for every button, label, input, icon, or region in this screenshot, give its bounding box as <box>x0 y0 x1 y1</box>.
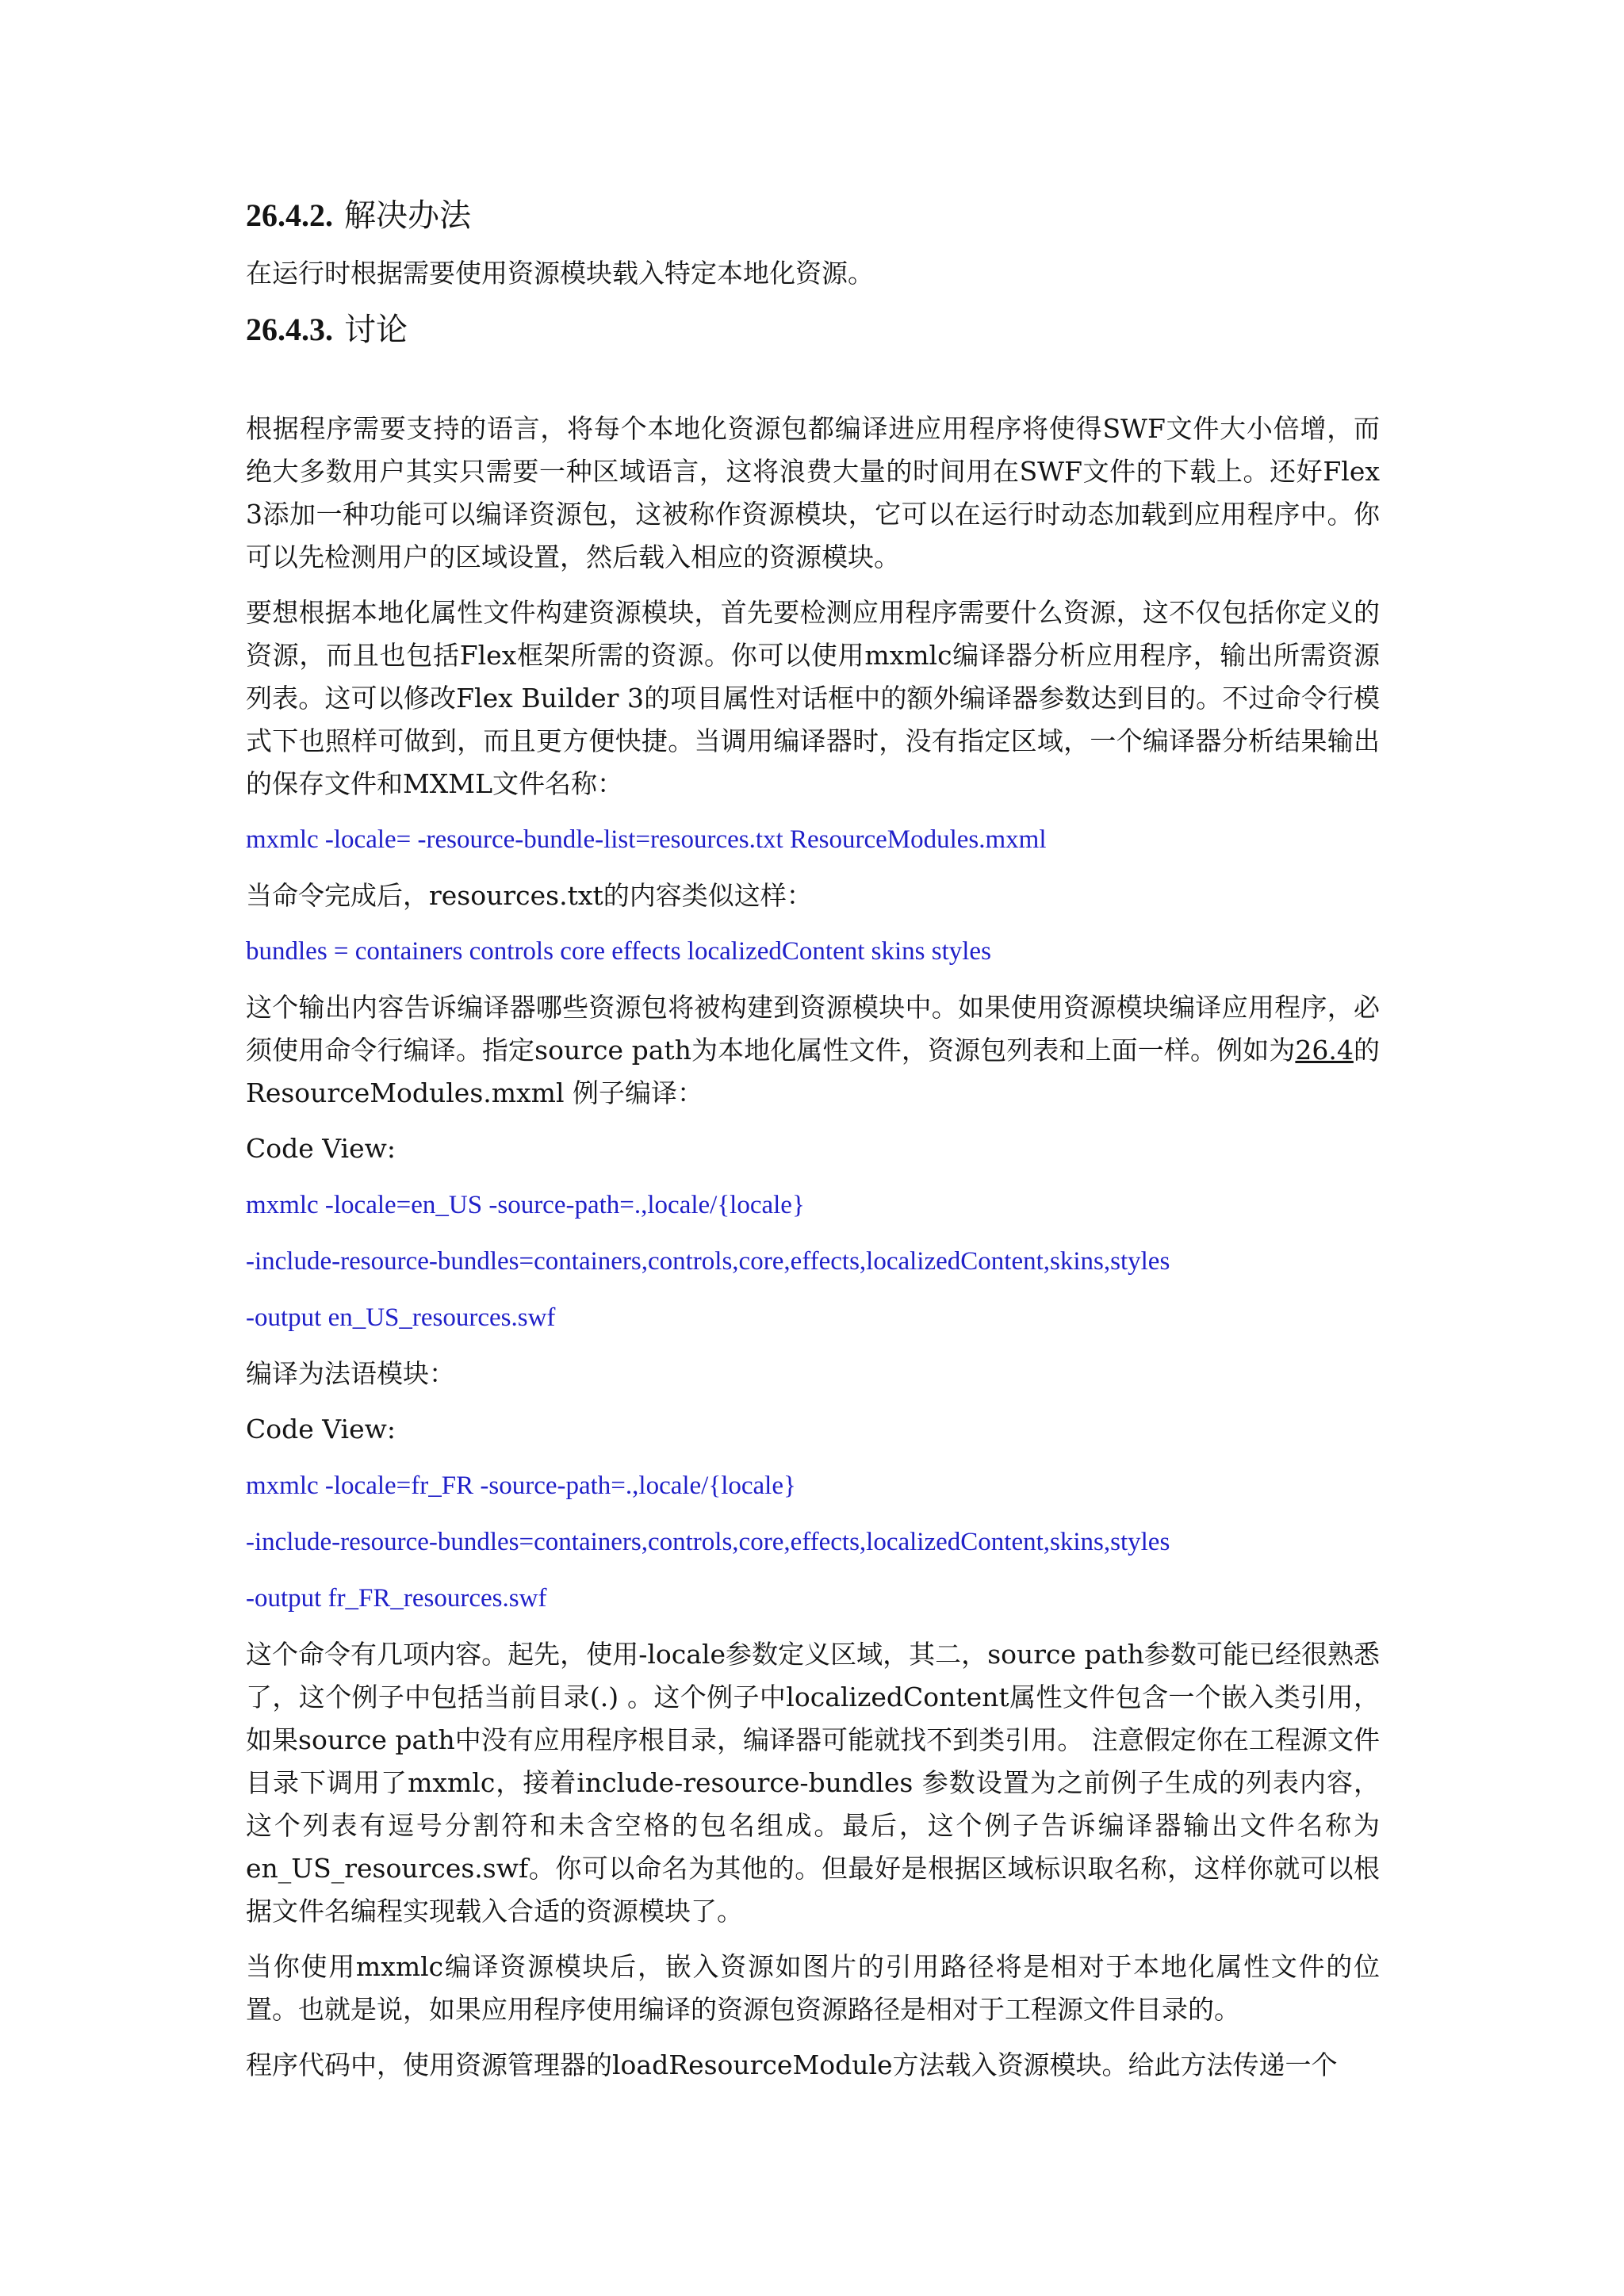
paragraph-intro: 根据程序需要支持的语言，将每个本地化资源包都编译进应用程序将使得SWF文件大小倍增，而绝大多数用户其实只需要一种区域语言，这将浪费大量的时间用在SWF文件的下载上。还好Flex 3添加一种功能可以编译资源包，这被称作资源模块，它可以在运行时动态加载到应用程序中。你可以先检测用户的区域设置，然后载入相应的资源模块。 <box>246 413 1380 572</box>
paragraph-embedded-paths: 当你使用mxmlc编译资源模块后，嵌入资源如图片的引用路径将是相对于本地化属性文件的位置。也就是说，如果应用程序使用编译的资源包资源路径是相对于工程源文件目录的。 <box>246 1951 1380 2025</box>
paragraph-load-resource-module: 程序代码中，使用资源管理器的loadResourceModule方法载入资源模块。给此方法传递一个 <box>246 2049 1338 2080</box>
section-heading-discussion <box>246 308 1380 352</box>
code-line: -include-resource-bundles=containers,controls,core,effects,localizedContent,skins,styles <box>246 1528 1170 1556</box>
code-line: mxmlc -locale=en_US -source-path=.,locale/{locale} <box>246 1191 805 1219</box>
paragraph-command-explanation: 这个命令有几项内容。起先，使用-locale参数定义区域，其二，source path参数可能已经很熟悉了，这个例子中包括当前目录(.) 。这个例子中localizedContent属性文件包含一个嵌入类引用，如果source path中没有应用程序根目录，编译器可能就找不到类引用。 注意假定你在工程源文件目录下调用了mxmlc，接着include-resource-bundles 参数设置为之前例子生成的列表内容，这个列表有逗号分割符和未含空格的包名组成。最后，这个例子告诉编译器输出文件名称为en_US_resources.swf。你可以命名为其他的。但最好是根据区域标识取名称，这样你就可以根据文件名编程实现载入合适的资源模块了。 <box>246 1639 1380 1927</box>
code-line: -include-resource-bundles=containers,controls,core,effects,localizedContent,skins,styles <box>246 1247 1170 1276</box>
section-title: 解决办法 <box>344 197 471 234</box>
paragraph-building-modules: 要想根据本地化属性文件构建资源模块，首先要检测应用程序需要什么资源，这不仅包括你定义的资源，而且也包括Flex框架所需的资源。你可以使用mxmlc编译器分析应用程序，输出所需资源列表。这可以修改Flex Builder 3的项目属性对话框中的额外编译器参数达到目的。不过命令行模式下也照样可做到，而且更方便快捷。当调用编译器时，没有指定区域，一个编译器分析结果输出的保存文件和MXML文件名称： <box>246 597 1380 799</box>
section-number: 26.4.3. <box>246 312 333 347</box>
paragraph-french-module: 编译为法语模块： <box>246 1358 455 1389</box>
code-line: mxmlc -locale=fr_FR -source-path=.,locale/{locale} <box>246 1471 796 1500</box>
section-number: 26.4.2. <box>246 197 333 233</box>
solution-paragraph: 在运行时根据需要使用资源模块载入特定本地化资源。 <box>246 258 874 289</box>
section-title: 讨论 <box>344 312 408 348</box>
code-line: mxmlc -locale= -resource-bundle-list=resources.txt ResourceModules.mxml <box>246 825 1047 854</box>
code-view-label: Code View: <box>246 1133 396 1164</box>
code-view-label: Code View: <box>246 1414 396 1445</box>
code-line: bundles = containers controls core effects localizedContent skins styles <box>246 937 991 966</box>
paragraph-resources-txt: 当命令完成后，resources.txt的内容类似这样： <box>246 880 813 911</box>
paragraph-compile-command: 这个输出内容告诉编译器哪些资源包将被构建到资源模块中。如果使用资源模块编译应用程序，必须使用命令行编译。指定source path为本地化属性文件，资源包列表和上面一样。例如为26.4的 ResourceModules.mxml 例子编译： <box>246 992 1380 1108</box>
code-line: -output en_US_resources.swf <box>246 1303 556 1332</box>
code-line: -output fr_FR_resources.swf <box>246 1584 547 1613</box>
page-content <box>246 193 1380 2099</box>
section-reference-link[interactable]: 26.4 <box>1295 1035 1354 1066</box>
section-heading-solution <box>246 193 1380 238</box>
